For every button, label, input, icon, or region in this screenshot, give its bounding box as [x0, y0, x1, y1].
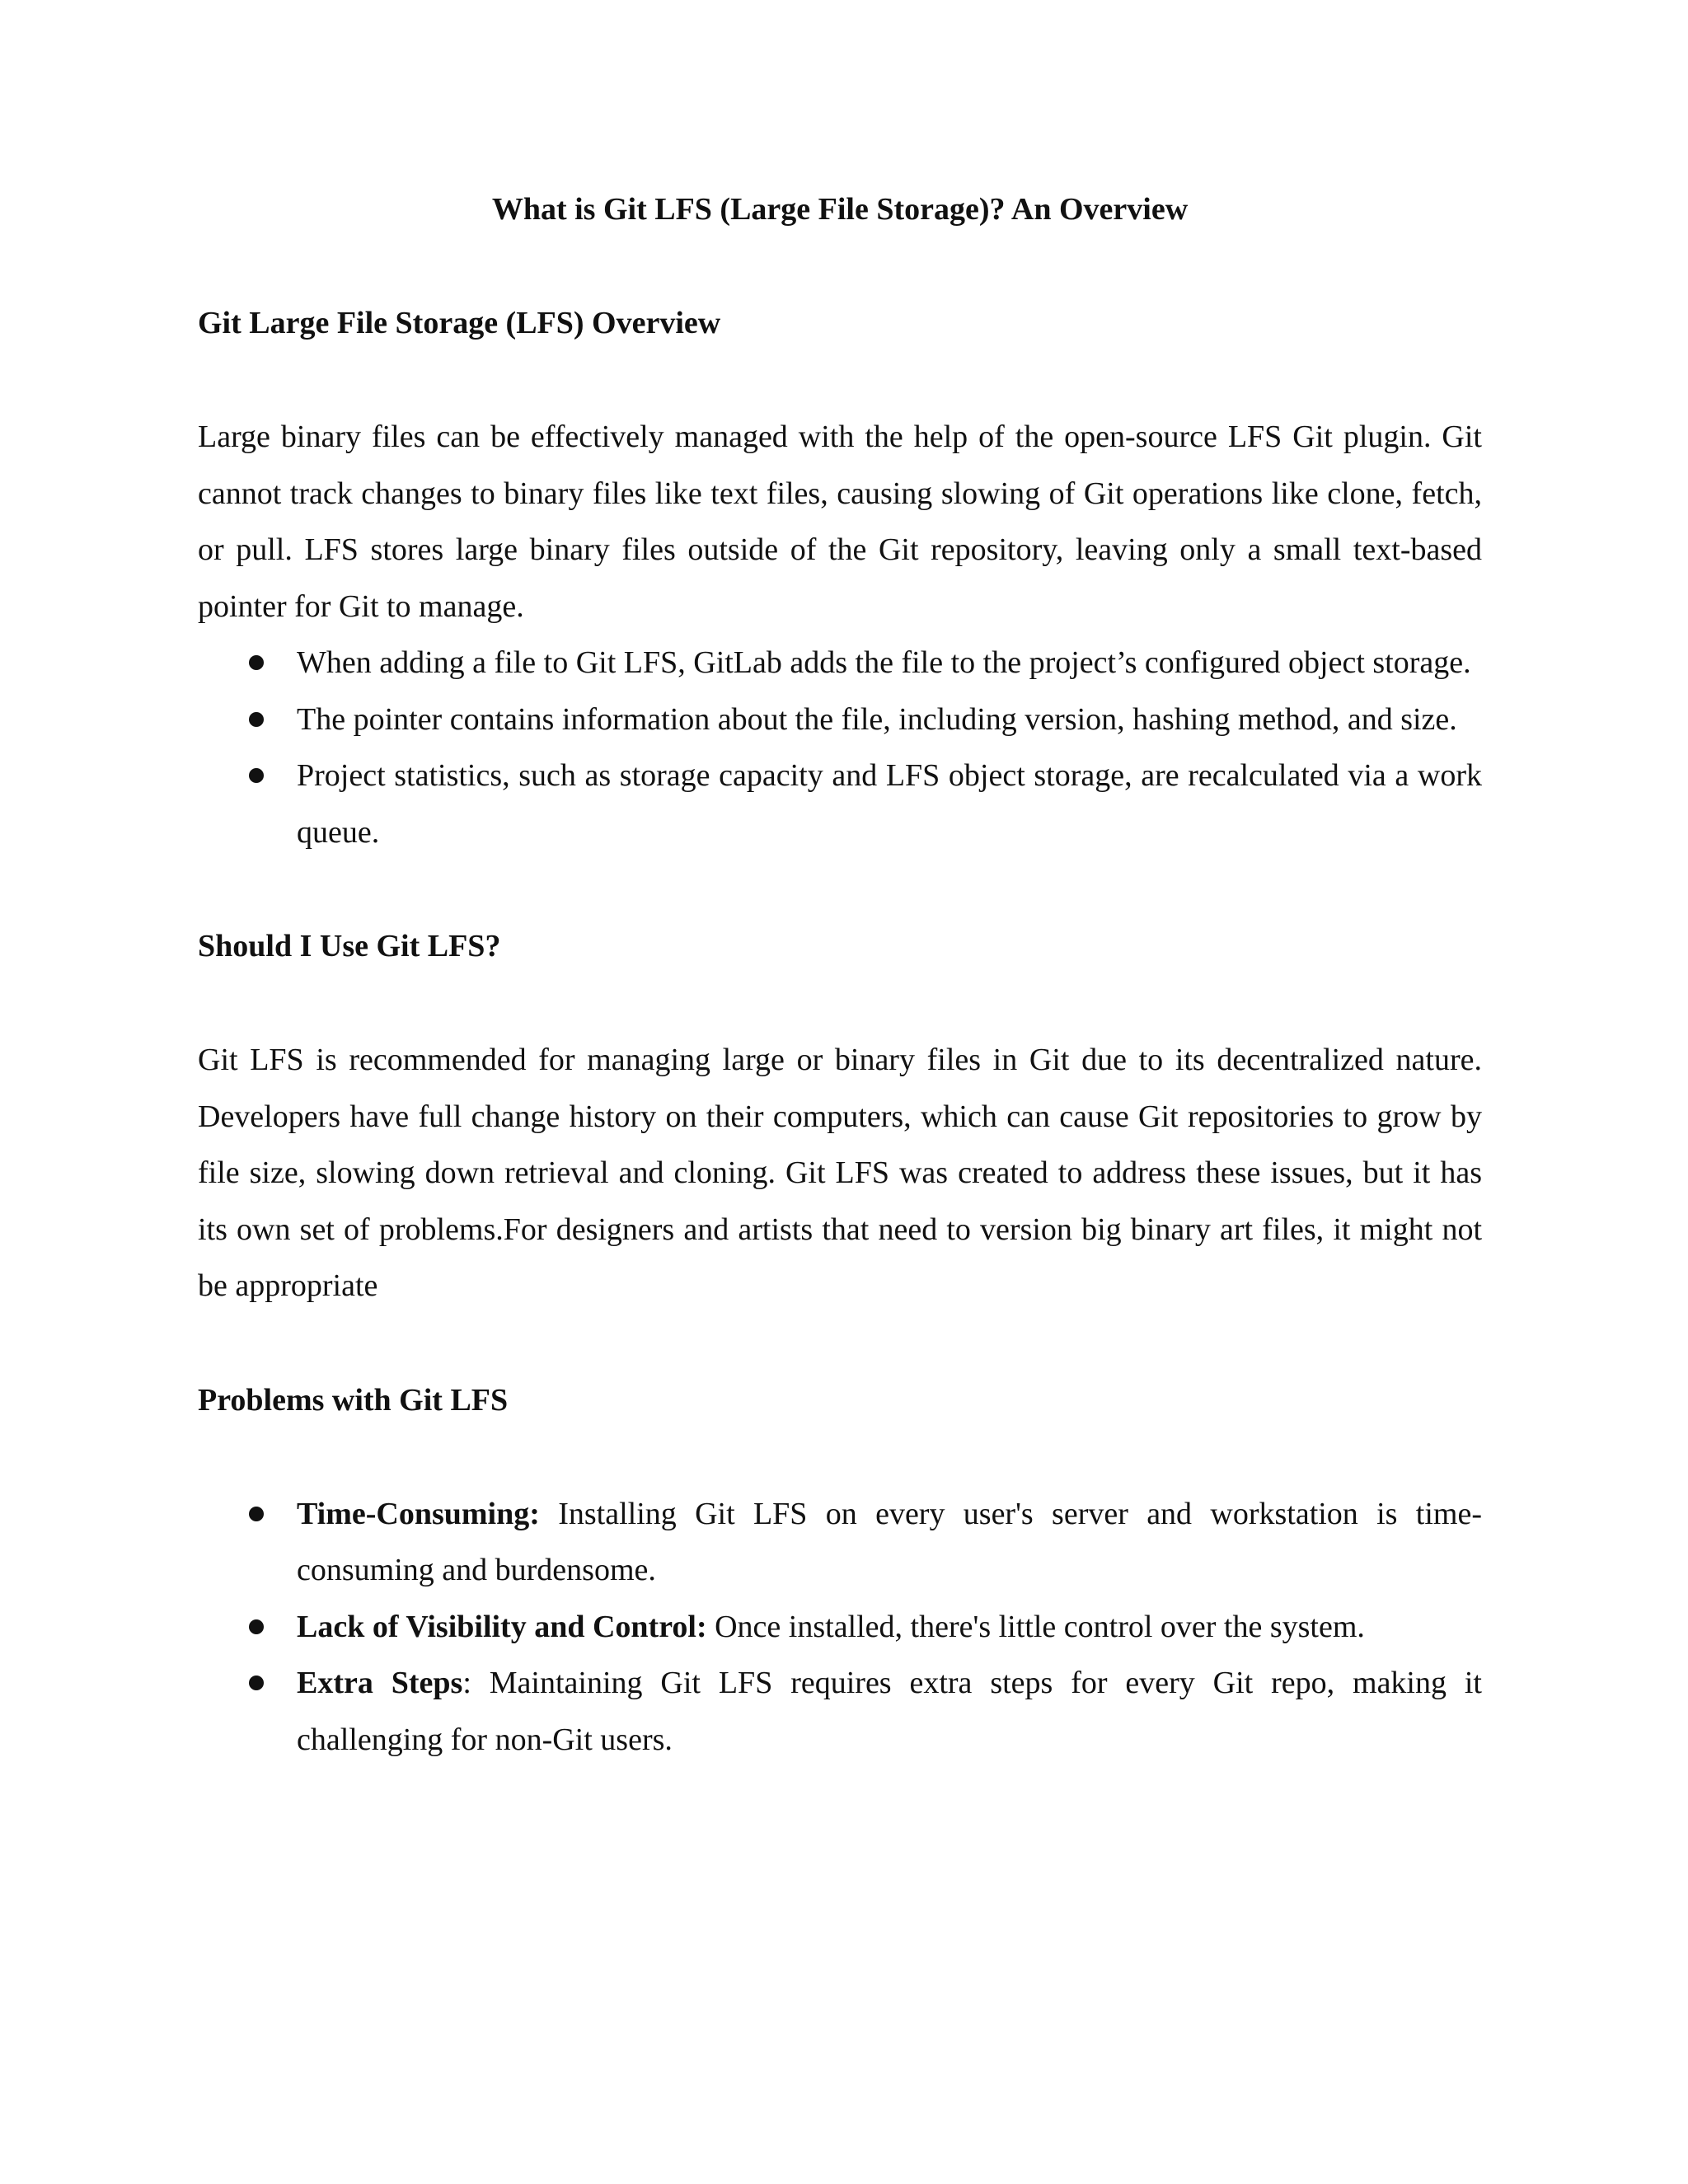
bullet-icon: [249, 712, 264, 727]
list-item: [198, 1599, 1482, 1656]
list-item: [198, 1655, 1482, 1768]
list-item-text: The pointer contains information about the file, including version, hashing method, and size.: [297, 701, 1457, 737]
document-content: [198, 181, 1482, 1768]
list-item: [198, 1486, 1482, 1599]
list-item-text: Project statistics, such as storage capacity and LFS object storage, are recalculated via a work queue.: [297, 758, 1482, 850]
bullet-icon: [249, 1619, 264, 1634]
section-heading-problems: Problems with Git LFS: [198, 1382, 509, 1418]
list-item-text: : Maintaining Git LFS requires extra steps for every Git repo, making it challenging for non-Git users.: [297, 1666, 1482, 1757]
list-item: [198, 748, 1482, 860]
list-item-text: When adding a file to Git LFS, GitLab adds the file to the project’s configured object storage.: [297, 645, 1471, 680]
list-item-text: Once installed, there's little control over the system.: [706, 1609, 1365, 1644]
paragraph-lfs-overview: Large binary files can be effectively managed with the help of the open-source LFS Git plugin. Git cannot track changes to binary files like text files, causing slowing of Git operations like clone, fetch, or pull. LFS stores large binary files outside of the Git repository, leaving only a small text-based pointer for Git to manage.: [198, 419, 1482, 624]
list-item-term: Extra Steps: [297, 1666, 463, 1700]
paragraph-should-i-use: Git LFS is recommended for managing large or binary files in Git due to its decentralized nature. Developers have full change history on their computers, which can cause Git repositories to grow by file size, slowing down retrieval and cloning. Git LFS was created to address these issues, but it has its own set of problems.For designers and artists that need to version big binary art files, it might not be appropriate: [198, 1043, 1482, 1303]
bullet-list-lfs-overview: [198, 635, 1482, 860]
bullet-list-problems: [198, 1486, 1482, 1769]
list-item: [198, 691, 1482, 748]
list-item: [198, 635, 1482, 691]
list-item-term: Time-Consuming:: [297, 1496, 540, 1531]
section-heading-lfs-overview: Git Large File Storage (LFS) Overview: [198, 306, 721, 340]
bullet-icon: [249, 768, 264, 783]
list-item-text: Installing Git LFS on every user's server and workstation is time-consuming and burdensome.: [297, 1496, 1482, 1587]
list-item-term: Lack of Visibility and Control:: [297, 1609, 707, 1644]
section-heading-should-i-use: Should I Use Git LFS?: [198, 929, 501, 963]
document-title: What is Git LFS (Large File Storage)? An Overview: [491, 192, 1189, 227]
bullet-icon: [249, 1507, 264, 1521]
bullet-icon: [249, 655, 264, 670]
bullet-icon: [249, 1675, 264, 1690]
